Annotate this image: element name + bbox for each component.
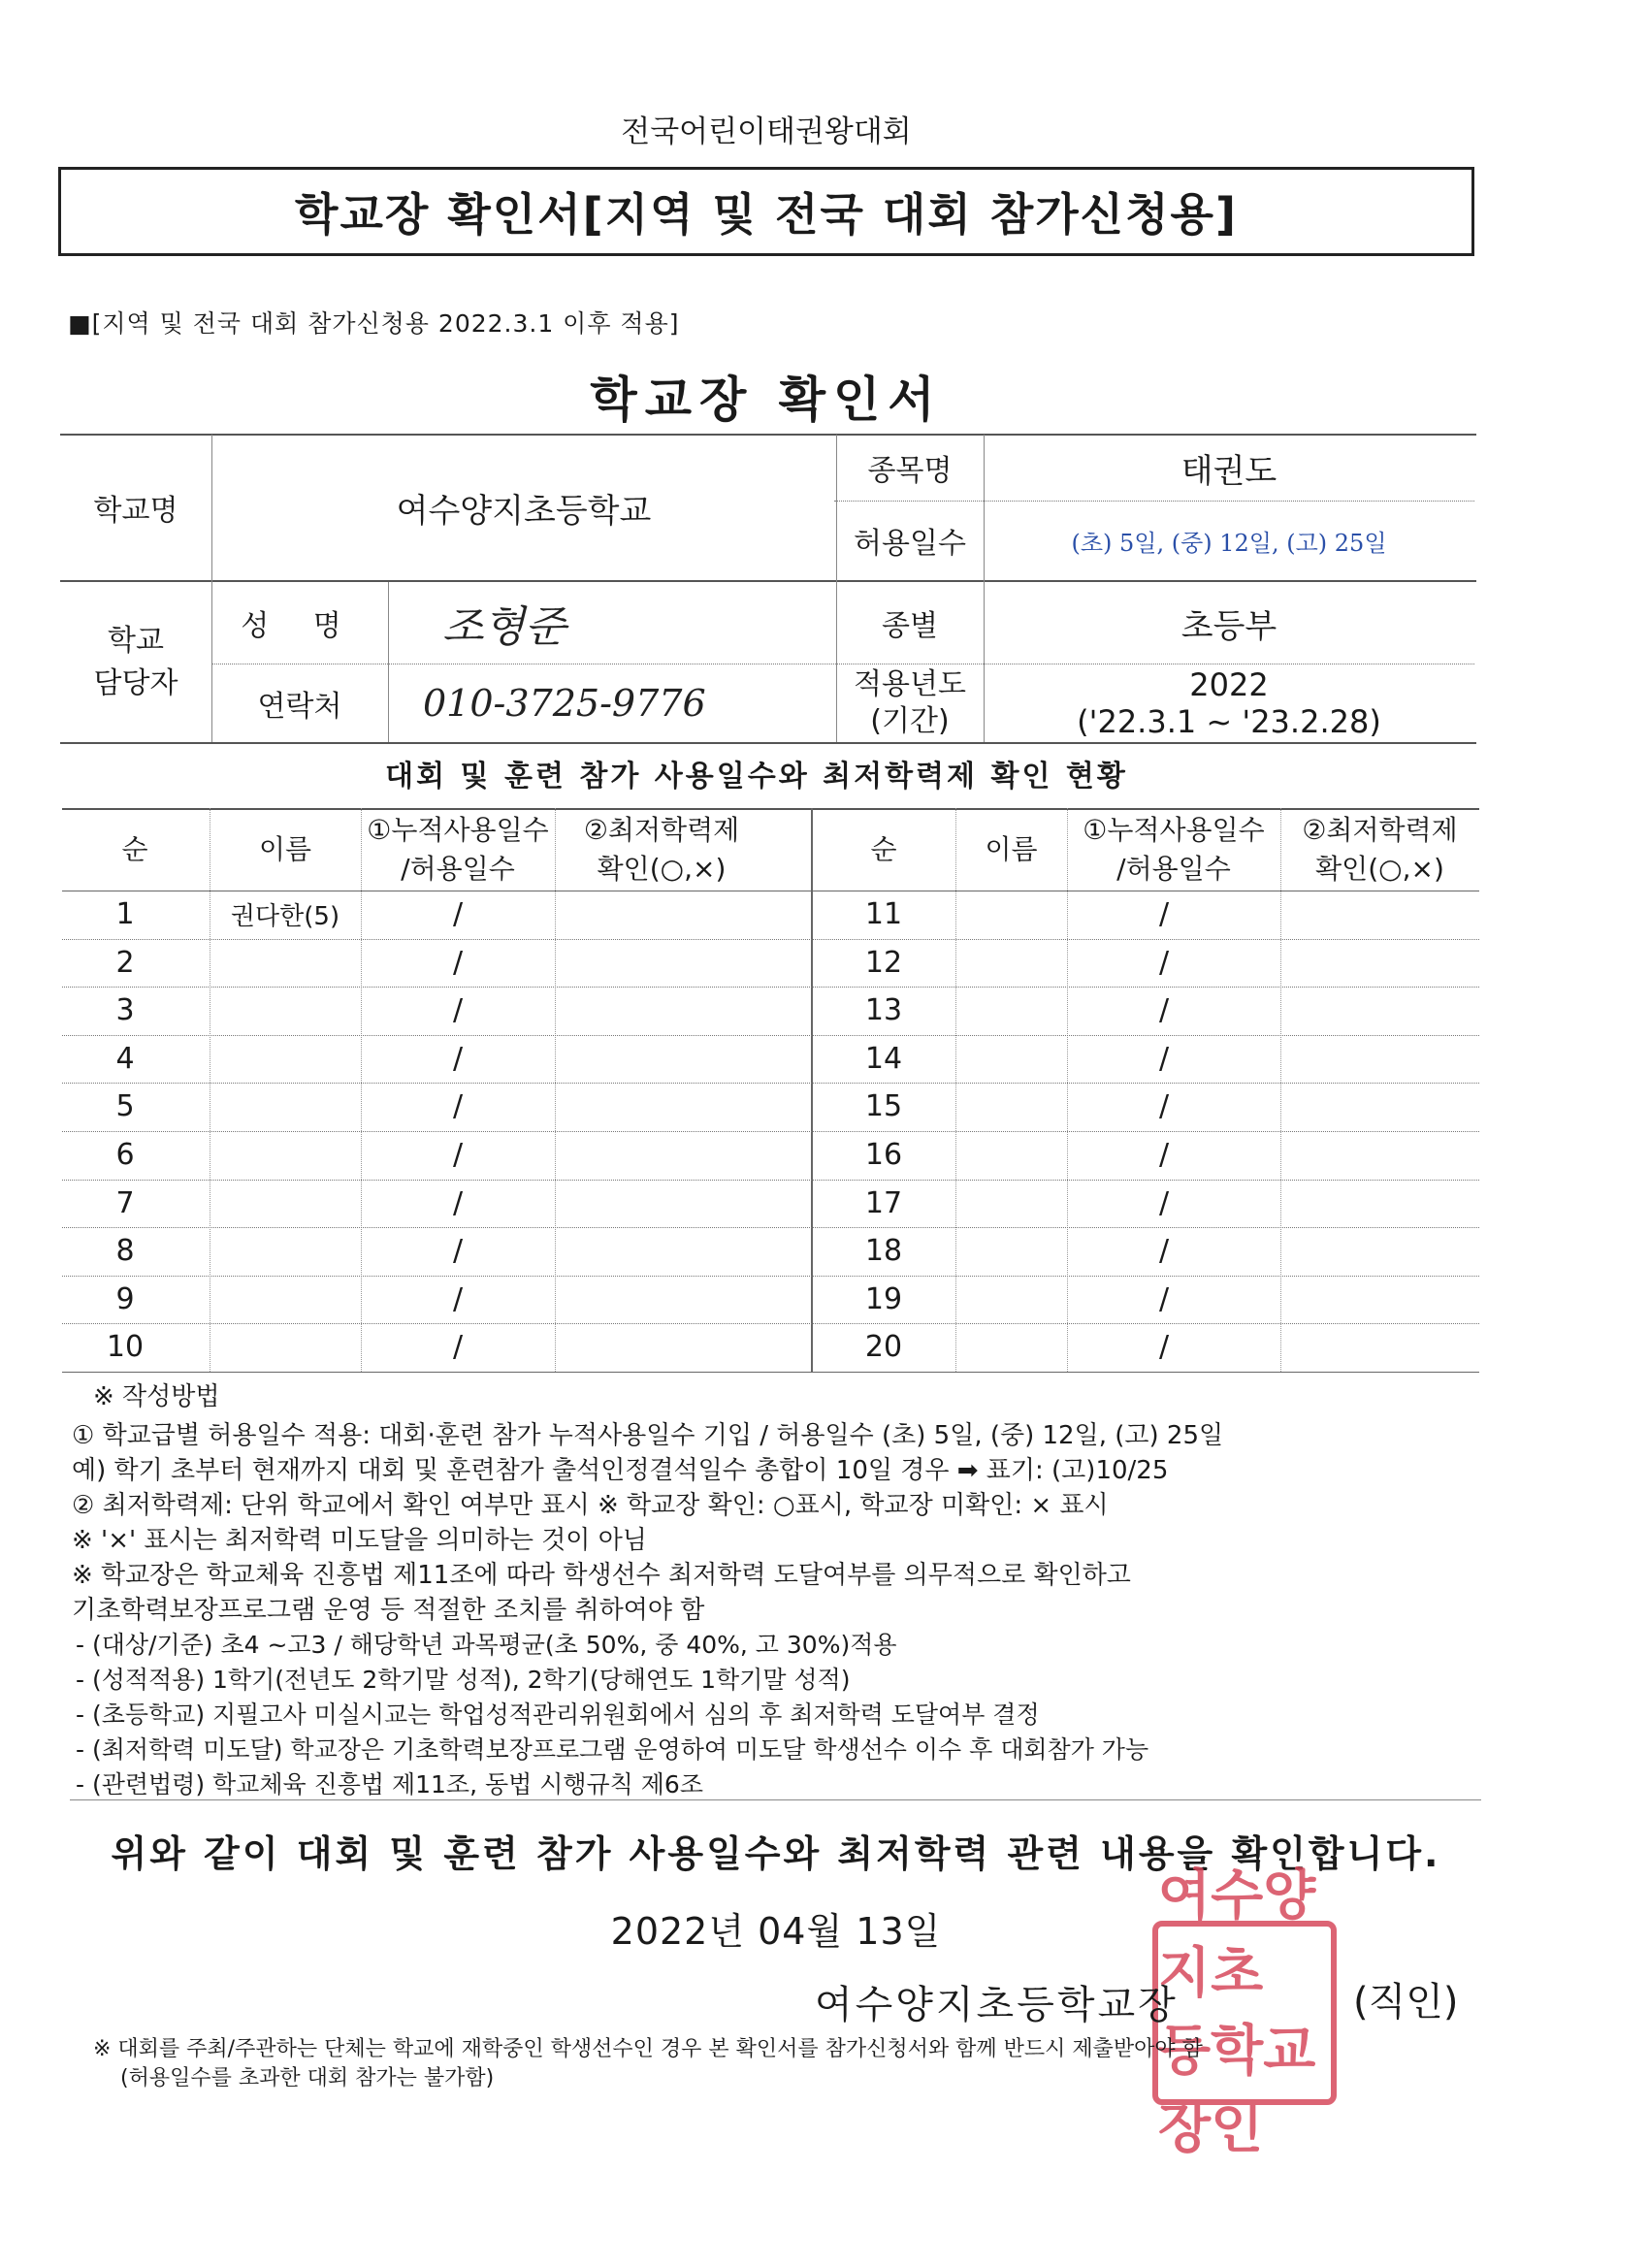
table-header-min: ②최저학력제 확인(○,×) <box>583 813 740 885</box>
row-name <box>210 1083 361 1131</box>
row-days-slash: / <box>1158 1282 1170 1317</box>
row-days-slash: / <box>452 1138 464 1173</box>
row-number: 13 <box>864 993 903 1028</box>
footnote <box>93 2035 1203 2093</box>
sub-note: ■[지역 및 전국 대회 참가신청용 2022.3.1 이후 적용] <box>68 309 680 338</box>
row-number: 15 <box>864 1089 903 1124</box>
row-number: 10 <box>106 1330 145 1365</box>
row-name <box>210 1227 361 1276</box>
row-number: 8 <box>115 1234 135 1269</box>
row-min-check <box>1280 1276 1479 1324</box>
row-name <box>210 1131 361 1180</box>
row-min-check <box>555 1180 795 1228</box>
section-title: 대회 및 훈련 참가 사용일수와 최저학력제 확인 현황 <box>385 760 1128 794</box>
row-min-check <box>1280 1227 1479 1276</box>
method-line: ※ 학교장은 학교체육 진흥법 제11조에 따라 학생선수 최저학력 도달여부를 의무적으로 확인하고 <box>72 1561 1131 1590</box>
table-header-no: 순 <box>121 832 148 865</box>
row-min-check <box>555 1131 795 1180</box>
method-heading: ※ 작성방법 <box>93 1382 220 1411</box>
row-min-check <box>1280 1131 1479 1180</box>
row-days-slash: / <box>452 1234 464 1269</box>
year-value-cell <box>984 664 1474 742</box>
stamp-line1: 여수양지초 <box>1158 1864 1316 2005</box>
row-number: 4 <box>115 1042 135 1077</box>
row-number: 14 <box>864 1042 903 1077</box>
row-days-slash: / <box>452 1186 464 1221</box>
table-header-days: ①누적사용일수 /허용일수 <box>1083 813 1265 885</box>
row-min-check <box>1280 1035 1479 1084</box>
row-min-check <box>555 1323 795 1372</box>
method-line: ① 학교급별 허용일수 적용: 대회·훈련 참가 누적사용일수 기입 / 허용일수 (초) 5일, (중) 12일, (고) 25일 <box>72 1421 1224 1450</box>
row-name <box>210 939 361 988</box>
row-name <box>210 987 361 1035</box>
row-number: 11 <box>864 897 903 932</box>
row-number: 2 <box>115 946 135 981</box>
method-line: - (최저학력 미도달) 학교장은 기초학력보장프로그램 운영하여 미도달 학생선수 이수 후 대회참가 가능 <box>76 1735 1149 1764</box>
method-line: - (성적적용) 1학기(전년도 2학기말 성적), 2학기(당해연도 1학기말 성적) <box>76 1666 851 1694</box>
row-number: 20 <box>864 1330 903 1365</box>
table-header-min: ②최저학력제 확인(○,×) <box>1302 813 1458 885</box>
contact-label: 연락처 <box>257 689 342 724</box>
name-value: 조형준 <box>442 602 566 652</box>
row-min-check <box>555 891 795 939</box>
row-min-check <box>555 1035 795 1084</box>
row-days-slash: / <box>1158 946 1170 981</box>
table-header-name: 이름 <box>258 832 312 865</box>
table-header-name: 이름 <box>985 832 1038 865</box>
method-line: - (관련법령) 학교체육 진흥법 제11조, 동법 시행규칙 제6조 <box>76 1770 703 1798</box>
name-label: 성 명 <box>241 609 359 643</box>
table-header-no: 순 <box>870 832 897 865</box>
allowed-value: (초) 5일, (중) 12일, (고) 25일 <box>1071 529 1387 557</box>
row-number: 9 <box>115 1282 135 1317</box>
divider <box>60 742 1476 744</box>
row-min-check <box>555 987 795 1035</box>
manager-label: 학교 담당자 <box>93 623 178 700</box>
row-name <box>210 1323 361 1372</box>
method-line: 기초학력보장프로그램 운영 등 적절한 조치를 취하여야 함 <box>72 1596 705 1625</box>
year-value: 2022 <box>1189 665 1269 703</box>
table-bottom-border <box>62 1372 1479 1373</box>
contact-value: 010-3725-9776 <box>423 681 706 725</box>
divider <box>70 1799 1481 1800</box>
principal-name: 여수양지초등학교장 <box>815 1983 1179 2027</box>
row-days-slash: / <box>1158 897 1170 932</box>
row-min-check <box>1280 891 1479 939</box>
event-name: 전국어린이태권왕대회 <box>621 114 912 149</box>
date: 2022년 04월 13일 <box>610 1910 942 1953</box>
confirm-text: 위와 같이 대회 및 훈련 참가 사용일수와 최저학력 관련 내용을 확인합니다. <box>111 1832 1441 1875</box>
stamp-line2: 등학교장인 <box>1158 2020 1316 2160</box>
table-header-days: ①누적사용일수 /허용일수 <box>367 813 549 885</box>
row-days-slash: / <box>1158 1042 1170 1077</box>
year-label: 적용년도 (기간) <box>854 666 966 738</box>
row-min-check <box>1280 1083 1479 1131</box>
footnote-line1: ※ 대회를 주최/주관하는 단체는 학교에 재학중인 학생선수인 경우 본 확인서를 참가신청서와 함께 반드시 제출받아야 함 <box>93 2037 1203 2061</box>
period-value: ('22.3.1 ~ '23.2.28) <box>1077 702 1381 740</box>
row-number: 5 <box>115 1089 135 1124</box>
seal-label: (직인) <box>1353 1980 1459 2025</box>
row-days-slash: / <box>452 993 464 1028</box>
sport-value: 태권도 <box>1180 451 1277 491</box>
row-number: 12 <box>864 946 903 981</box>
row-days-slash: / <box>452 1042 464 1077</box>
row-number: 6 <box>115 1138 135 1173</box>
method-line: 예) 학기 초부터 현재까지 대회 및 훈련참가 출석인정결석일수 총합이 10일 경우 ➡ 표기: (고)10/25 <box>72 1456 1169 1485</box>
banner-title <box>58 167 1474 256</box>
row-days-slash: / <box>1158 1330 1170 1365</box>
method-line: ② 최저학력제: 단위 학교에서 확인 여부만 표시 ※ 학교장 확인: ○표시, 학교장 미확인: × 표시 <box>72 1491 1109 1520</box>
division-value: 초등부 <box>1180 606 1277 646</box>
row-min-check <box>1280 987 1479 1035</box>
footnote-line2: (허용일수를 초과한 대회 참가는 불가함) <box>120 2066 495 2090</box>
row-name <box>210 1180 361 1228</box>
row-name: 권다한(5) <box>230 902 340 932</box>
row-number: 3 <box>115 993 135 1028</box>
row-min-check <box>555 1227 795 1276</box>
row-days-slash: / <box>1158 1234 1170 1269</box>
row-min-check <box>555 939 795 988</box>
row-number: 19 <box>864 1282 903 1317</box>
division-label: 종별 <box>882 609 938 643</box>
row-days-slash: / <box>452 1282 464 1317</box>
row-days-slash: / <box>452 1330 464 1365</box>
row-days-slash: / <box>1158 1138 1170 1173</box>
method-line: - (초등학교) 지필고사 미실시교는 학업성적관리위원회에서 심의 후 최저학력 도달여부 결정 <box>76 1701 1040 1729</box>
row-number: 18 <box>864 1234 903 1269</box>
method-line: ※ '×' 표시는 최저학력 미도달을 의미하는 것이 아님 <box>72 1526 647 1555</box>
sport-label: 종목명 <box>867 454 953 488</box>
row-min-check <box>1280 1323 1479 1372</box>
row-days-slash: / <box>452 1089 464 1124</box>
row-min-check <box>555 1083 795 1131</box>
banner-title-text: 학교장 확인서[지역 및 전국 대회 참가신청용] <box>295 188 1238 241</box>
row-days-slash: / <box>1158 993 1170 1028</box>
method-line: - (대상/기준) 초4 ~고3 / 해당학년 과목평균(초 50%, 중 40%, 고 30%)적용 <box>76 1631 897 1659</box>
row-days-slash: / <box>452 897 464 932</box>
row-name <box>210 1276 361 1324</box>
row-number: 16 <box>864 1138 903 1173</box>
row-days-slash: / <box>1158 1089 1170 1124</box>
row-min-check <box>1280 939 1479 988</box>
row-number: 17 <box>864 1186 903 1221</box>
allowed-label: 허용일수 <box>854 527 966 561</box>
doc-title: 학교장 확인서 <box>590 372 943 428</box>
row-number: 1 <box>115 897 135 932</box>
school-label: 학교명 <box>93 494 178 528</box>
row-days-slash: / <box>452 946 464 981</box>
row-min-check <box>555 1276 795 1324</box>
row-min-check <box>1280 1180 1479 1228</box>
row-name <box>210 1035 361 1084</box>
school-value: 여수양지초등학교 <box>396 491 652 531</box>
row-days-slash: / <box>1158 1186 1170 1221</box>
row-number: 7 <box>115 1186 135 1221</box>
